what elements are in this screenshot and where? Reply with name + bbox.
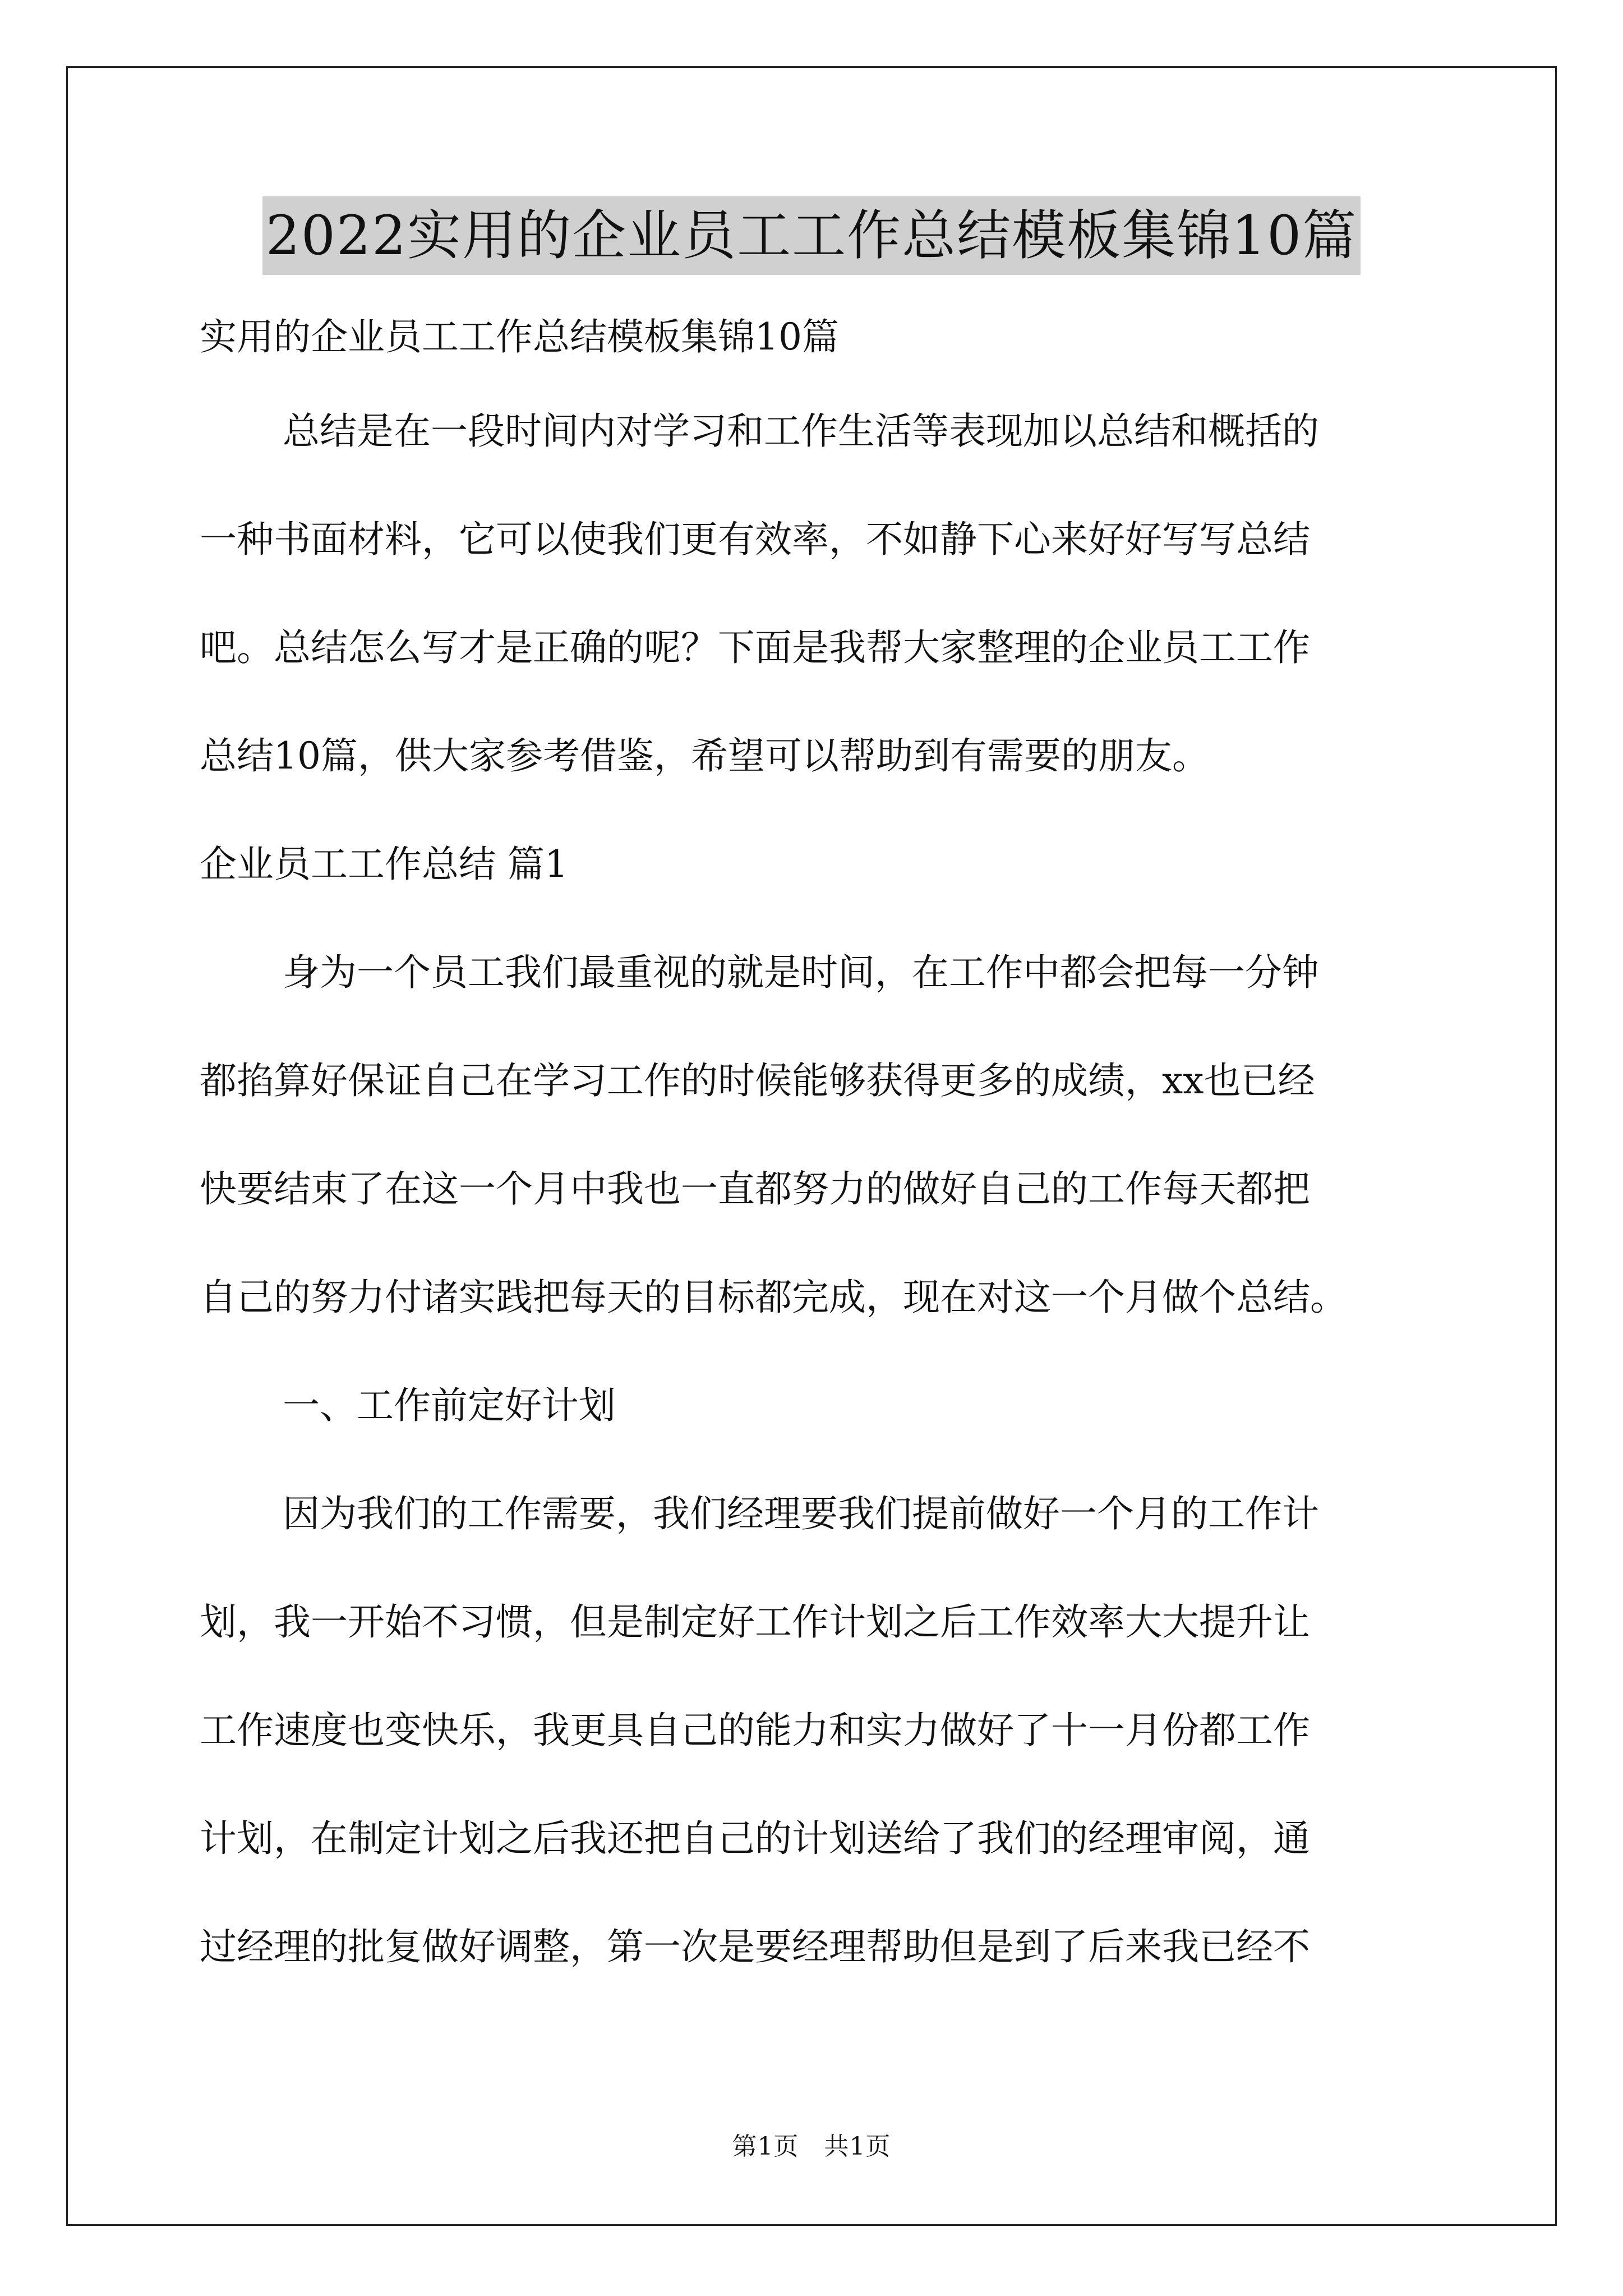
body-line: 吧。总结怎么写才是正确的呢？下面是我帮大家整理的企业员工工作 (200, 626, 1310, 669)
title-container (0, 196, 1623, 275)
body-line: 身为一个员工我们最重视的就是时间，在工作中都会把每一分钟 (283, 951, 1319, 994)
body-line: 因为我们的工作需要，我们经理要我们提前做好一个月的工作计 (283, 1492, 1319, 1535)
subtitle-line: 实用的企业员工工作总结模板集锦10篇 (200, 315, 839, 358)
body-line: 自己的努力付诸实践把每天的目标都完成，现在对这一个月做个总结。 (200, 1276, 1347, 1319)
body-line: 划，我一开始不习惯，但是制定好工作计划之后工作效率大大提升让 (200, 1600, 1310, 1644)
body-line: 都掐算好保证自己在学习工作的时候能够获得更多的成绩，xx也已经 (200, 1059, 1315, 1102)
page-footer: 第1页 共1页 (732, 2132, 891, 2161)
section-heading: 企业员工工作总结 篇1 (200, 843, 568, 886)
body-line: 工作速度也变快乐，我更具自己的能力和实力做好了十一月份都工作 (200, 1709, 1310, 1752)
body-line: 总结10篇，供大家参考借鉴，希望可以帮助到有需要的朋友。 (200, 734, 1209, 777)
body-line: 一种书面材料，它可以使我们更有效率，不如静下心来好好写写总结 (200, 518, 1310, 561)
body-line: 快要结束了在这一个月中我也一直都努力的做好自己的工作每天都把 (200, 1167, 1310, 1211)
document-body (200, 297, 1428, 2001)
body-line: 总结是在一段时间内对学习和工作生活等表现加以总结和概括的 (283, 409, 1319, 453)
body-line: 计划，在制定计划之后我还把自己的计划送给了我们的经理审阅，通 (200, 1817, 1310, 1860)
document-title: 2022实用的企业员工工作总结模板集锦10篇 (262, 196, 1361, 275)
subsection-heading: 一、工作前定好计划 (283, 1384, 616, 1427)
body-line: 过经理的批复做好调整，第一次是要经理帮助但是到了后来我已经不 (200, 1925, 1310, 1968)
